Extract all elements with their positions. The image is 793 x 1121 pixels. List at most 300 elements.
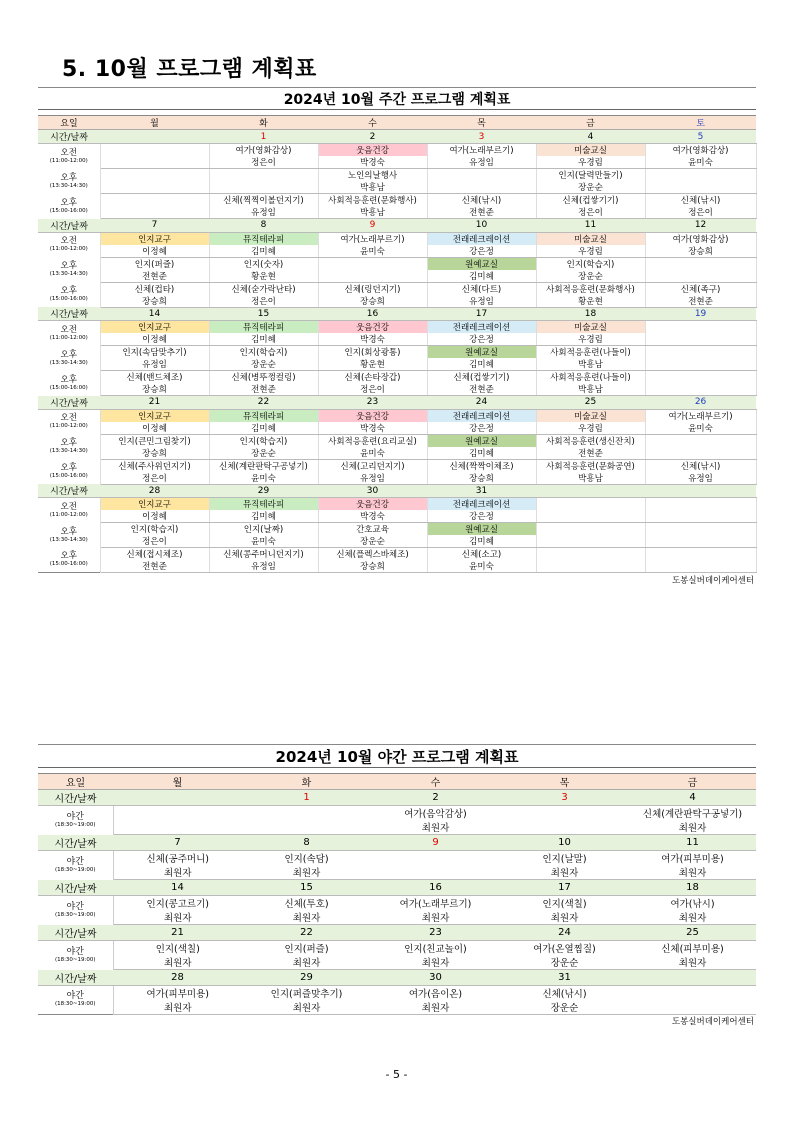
time-slot-hours: (11:00-12:00) [49,511,88,518]
program-cell: 미술교실 [536,232,645,245]
program-cell: 신체(소고) [427,548,536,561]
program-cell: 신체(플렉스바체조) [318,548,427,561]
program-cell: 신체(컵타) [100,282,209,295]
staff-cell [645,510,756,523]
time-slot-name: 오후 [60,438,77,448]
table-footer-row [38,1014,756,1028]
program-cell: 사회적응훈련(생신잔치) [536,434,645,447]
time-slot-label [38,434,100,459]
date-cell [645,484,756,498]
date-row-label: 시간/날짜 [38,219,100,233]
program-cell: 미술교실 [536,144,645,157]
program-row [38,434,756,447]
program-cell [645,371,756,384]
program-cell: 여가(노래부르기) [645,409,756,422]
program-cell: 여가(피부미용) [661,853,724,865]
staff-cell: 우경림 [536,245,645,258]
staff-cell: 전현준 [100,560,209,573]
program-cell [645,169,756,182]
program-cell: 신체(족구) [645,282,756,295]
program-cell: 여가(영화감상) [209,144,318,157]
staff-row [38,383,756,396]
time-slot-label [38,144,100,169]
program-cell [209,169,318,182]
staff-cell: 장승희 [100,383,209,396]
time-slot-label [38,895,113,924]
program-cell [427,169,536,182]
program-cell: 신체(계란판탁구공넣기) [642,809,743,821]
staff-cell: 정은이 [209,295,318,308]
time-slot-name: 오전 [60,236,77,247]
staff-cell: 최원자 [629,910,756,925]
program-cell: 신체(주사위던지기) [100,459,209,472]
date-cell: 11 [536,219,645,233]
date-cell: 28 [113,970,242,986]
staff-cell: 황운현 [318,358,427,371]
staff-cell: 박흥남 [536,383,645,396]
weekday-header: 화 [209,116,318,130]
staff-cell: 최원자 [629,955,756,970]
program-cell: 여가(온열찜질) [533,943,596,955]
program-cell: 신체(컵쌓기기) [536,194,645,207]
program-cell [536,523,645,536]
program-cell: 사회적응훈련(나들이) [536,371,645,384]
staff-cell: 유정임 [209,206,318,219]
weekday-header: 월 [113,774,242,790]
time-slot-label [38,523,100,548]
staff-cell: 최원자 [242,955,371,970]
weekday-header-label: 요일 [38,774,113,790]
program-cell: 신체(컵쌓기기) [427,371,536,384]
program-cell: 인지(퍼즐) [100,257,209,270]
staff-cell: 윤미숙 [427,560,536,573]
time-slot-name: 오후 [60,463,77,473]
date-cell: 10 [500,835,629,851]
staff-cell: 이정혜 [100,510,209,523]
weekly-program-table [38,87,757,586]
time-slot-label [38,194,100,219]
time-slot-name: 오전 [60,147,77,158]
program-cell [113,806,242,821]
program-cell: 노인의날행사 [318,169,427,182]
staff-cell: 최원자 [629,820,756,835]
staff-cell: 박경숙 [318,156,427,169]
time-slot-name: 오전 [60,501,77,512]
staff-cell: 박경숙 [318,422,427,435]
program-cell: 인지(날말) [542,853,587,865]
program-cell: 인지교구 [100,232,209,245]
time-slot-hours: (15:00-16:00) [49,296,88,302]
staff-row [38,955,756,970]
program-cell: 신체(밴드체조) [100,371,209,384]
program-cell: 여가(영화감상) [645,232,756,245]
program-cell: 전래레크레이션 [427,409,536,422]
date-cell: 31 [500,970,629,986]
time-slot-name: 오전 [60,413,77,424]
time-slot-label [38,806,113,835]
staff-row [38,358,756,371]
page-heading: 5. 10월 프로그램 계획표 [62,57,317,82]
staff-cell: 최원자 [113,1000,242,1015]
staff-cell: 김미혜 [427,535,536,548]
date-cell: 19 [645,307,756,321]
program-cell: 신체(링던지기) [318,282,427,295]
date-row-label: 시간/날짜 [38,880,113,896]
date-cell: 14 [100,307,209,321]
staff-cell: 장승희 [318,560,427,573]
weekday-header-label: 요일 [38,116,100,130]
program-cell: 여가(노래부르기) [399,898,472,910]
table-title: 2024년 10월 주간 프로그램 계획표 [38,88,756,110]
time-slot-name: 오후 [60,172,77,183]
date-cell [100,130,209,144]
staff-cell [427,181,536,194]
date-row [38,484,756,498]
program-cell: 신체(낚시) [645,194,756,207]
date-cell: 23 [371,925,500,941]
staff-cell: 강은정 [427,245,536,258]
staff-cell [100,206,209,219]
program-cell: 원예교실 [427,434,536,447]
program-row [38,850,756,865]
date-cell: 29 [209,484,318,498]
staff-cell: 강은정 [427,422,536,435]
date-cell: 16 [318,307,427,321]
program-row [38,409,756,422]
time-slot-hours: (18:30~19:00) [54,911,96,918]
date-cell: 9 [371,835,500,851]
staff-cell: 정은이 [209,156,318,169]
program-cell: 인지(숫자) [209,257,318,270]
staff-cell: 장승희 [318,295,427,308]
staff-cell [645,560,756,573]
staff-cell: 최원자 [500,910,629,925]
staff-cell: 김미혜 [427,270,536,283]
program-cell: 인지교구 [100,498,209,511]
staff-cell: 이정혜 [100,333,209,346]
program-cell: 사회적응훈련(나들이) [536,346,645,359]
date-cell [113,790,242,806]
date-row [38,880,756,896]
program-row [38,985,756,1000]
program-cell: 여가(음악감상) [404,809,467,821]
program-cell [536,548,645,561]
staff-cell: 정은이 [536,206,645,219]
staff-row [38,510,756,523]
time-slot-label [38,850,113,879]
staff-cell [645,447,756,460]
program-cell: 신체(투호) [284,898,329,910]
staff-cell: 우경림 [536,422,645,435]
staff-cell [100,181,209,194]
time-slot-label [38,169,100,194]
date-row [38,396,756,410]
program-cell [645,523,756,536]
staff-cell [100,156,209,169]
weekday-header: 토 [645,116,756,130]
staff-cell: 장운순 [536,270,645,283]
program-row [38,940,756,955]
program-row [38,548,756,561]
staff-cell: 박흥남 [318,181,427,194]
staff-row [38,865,756,880]
program-cell: 여가(음이온) [408,988,463,1000]
staff-cell: 최원자 [371,910,500,925]
time-slot-hours: (15:00-16:00) [49,207,88,214]
staff-cell: 유정임 [100,358,209,371]
staff-cell: 장승희 [100,447,209,460]
weekday-header-row [38,774,756,790]
staff-row [38,295,756,308]
staff-cell: 최원자 [242,865,371,880]
staff-cell [645,383,756,396]
date-row [38,790,756,806]
staff-cell: 박흥남 [536,472,645,485]
date-cell: 1 [209,130,318,144]
program-row [38,459,756,472]
date-cell: 31 [427,484,536,498]
date-cell: 24 [427,396,536,410]
date-cell: 8 [209,219,318,233]
date-cell: 7 [113,835,242,851]
staff-cell: 우경림 [536,333,645,346]
table-title-row [38,88,756,110]
date-row-label: 시간/날짜 [38,130,100,144]
program-cell: 전래레크레이션 [427,321,536,334]
program-cell [645,434,756,447]
date-cell: 4 [629,790,756,806]
program-cell [629,985,756,1000]
staff-cell: 최원자 [371,955,500,970]
program-cell: 인지(학습지) [209,346,318,359]
time-slot-name: 야간 [66,811,84,822]
staff-cell [645,535,756,548]
time-slot-label [38,371,100,396]
date-cell: 15 [242,880,371,896]
staff-cell: 박흥남 [318,206,427,219]
time-slot-label [38,548,100,573]
program-row [38,498,756,511]
program-cell [645,321,756,334]
staff-row [38,560,756,573]
date-cell: 30 [318,484,427,498]
program-cell: 인지(달력만들기) [536,169,645,182]
staff-cell [209,181,318,194]
weekday-header: 금 [536,116,645,130]
staff-cell: 윤미숙 [645,156,756,169]
staff-cell: 최원자 [113,865,242,880]
time-slot-name: 오후 [60,551,77,562]
staff-cell: 윤미숙 [209,472,318,485]
program-cell: 웃음건강 [318,498,427,511]
center-name: 도봉실버데이케어센터 [38,573,756,587]
staff-row [38,447,756,460]
staff-row [38,206,756,219]
date-cell: 2 [318,130,427,144]
date-cell: 21 [113,925,242,941]
program-cell: 웃음건강 [318,409,427,422]
staff-cell: 윤미숙 [209,535,318,548]
time-slot-name: 야간 [66,991,84,1002]
program-row [38,194,756,207]
date-row [38,970,756,986]
time-slot-label [38,321,100,346]
staff-cell: 우경림 [536,156,645,169]
staff-cell: 장운순 [209,358,318,371]
program-cell: 인지(회상광통) [318,346,427,359]
program-cell: 인지(학습지) [209,434,318,447]
date-cell: 11 [629,835,756,851]
staff-cell: 이정혜 [100,422,209,435]
program-cell: 여가(영화감상) [645,144,756,157]
program-cell [645,548,756,561]
staff-cell: 김미혜 [427,447,536,460]
staff-cell [536,560,645,573]
staff-cell [629,1000,756,1015]
staff-cell [371,865,500,880]
program-cell: 사회적응훈련(요리교실) [318,434,427,447]
date-row [38,925,756,941]
program-cell: 전래레크레이션 [427,498,536,511]
time-slot-name: 야간 [66,901,84,912]
weekday-header: 목 [427,116,536,130]
program-cell [242,806,371,821]
staff-cell: 유정임 [427,156,536,169]
staff-cell: 유정임 [427,295,536,308]
staff-cell: 황운현 [209,270,318,283]
date-cell: 21 [100,396,209,410]
staff-cell: 전현준 [645,295,756,308]
staff-cell [318,270,427,283]
staff-cell: 김미혜 [209,422,318,435]
staff-cell: 최원자 [113,955,242,970]
program-row [38,257,756,270]
time-slot-hours: (13:30-14:30) [49,536,88,543]
program-cell: 원예교실 [427,523,536,536]
weekday-header: 금 [629,774,756,790]
date-cell: 17 [427,307,536,321]
date-row-label: 시간/날짜 [38,835,113,851]
center-name: 도봉실버데이케어센터 [38,1014,756,1028]
program-cell: 신체(찍찍이볼던지기) [209,194,318,207]
program-cell [100,194,209,207]
date-cell: 29 [242,970,371,986]
staff-cell: 이정혜 [100,245,209,258]
staff-row [38,472,756,485]
date-cell: 12 [645,219,756,233]
date-row-label: 시간/날짜 [38,790,113,806]
staff-cell: 유정임 [645,472,756,485]
weekday-header: 월 [100,116,209,130]
weekday-header-row [38,116,756,130]
date-cell: 30 [371,970,500,986]
date-cell: 28 [100,484,209,498]
date-row [38,835,756,851]
weekday-header: 수 [371,774,500,790]
program-cell: 웃음건강 [318,321,427,334]
time-slot-hours: (15:00-16:00) [49,561,88,568]
date-cell: 3 [500,790,629,806]
time-slot-hours: (13:30-14:30) [49,359,88,366]
date-row [38,307,756,321]
staff-row [38,270,756,283]
time-slot-hours: (18:30~19:00) [54,1001,96,1008]
program-cell: 사회적응훈련(문화행사) [318,194,427,207]
date-cell: 22 [242,925,371,941]
staff-cell [645,358,756,371]
time-slot-label [38,459,100,484]
staff-cell: 박흥남 [536,358,645,371]
program-cell: 원예교실 [427,257,536,270]
program-cell: 인지교구 [100,321,209,334]
date-cell [629,970,756,986]
date-row-label: 시간/날짜 [38,484,100,498]
staff-cell: 최원자 [242,1000,371,1015]
time-slot-hours: (11:00-12:00) [49,423,88,430]
program-row [38,895,756,910]
program-cell: 사회적응훈련(문화공연) [536,459,645,472]
staff-cell: 전현준 [536,447,645,460]
program-cell: 간호교육 [318,523,427,536]
program-cell: 인지(속담) [284,853,329,865]
program-cell: 웃음건강 [318,144,427,157]
staff-cell: 강은정 [427,510,536,523]
date-row-label: 시간/날짜 [38,396,100,410]
time-slot-name: 오후 [60,349,77,360]
time-slot-hours: (15:00-16:00) [49,384,88,391]
program-cell: 여가(노래부르기) [427,144,536,157]
program-cell: 신체(고리던지기) [318,459,427,472]
program-cell: 인지(큰민그림찾기) [100,434,209,447]
date-cell: 24 [500,925,629,941]
time-slot-name: 오후 [60,526,77,537]
time-slot-label [38,940,113,969]
staff-cell: 최원자 [371,1000,500,1015]
staff-cell: 박경숙 [318,510,427,523]
program-cell: 신체(공주머니) [146,853,209,865]
staff-cell: 장승희 [645,245,756,258]
program-cell: 원예교실 [427,346,536,359]
program-cell: 신체(피부미용) [661,943,724,955]
program-row [38,144,756,157]
program-cell: 미술교실 [536,321,645,334]
program-cell: 전래레크레이션 [427,232,536,245]
date-row [38,130,756,144]
staff-cell: 황운현 [536,295,645,308]
night-program-table [38,744,756,1028]
staff-cell: 정은이 [645,206,756,219]
time-slot-hours: (18:30~19:00) [54,866,96,873]
staff-row [38,333,756,346]
program-cell: 여가(노래부르기) [318,232,427,245]
time-slot-name: 야간 [66,946,84,957]
program-cell: 신체(손타장갑) [318,371,427,384]
staff-cell: 전현준 [427,383,536,396]
program-cell: 신체(낚시) [645,459,756,472]
staff-cell: 윤미숙 [318,245,427,258]
time-slot-hours: (11:00-12:00) [49,157,88,164]
program-cell: 인지교구 [100,409,209,422]
staff-cell: 김미혜 [209,333,318,346]
staff-cell: 유정임 [209,560,318,573]
program-row [38,232,756,245]
staff-row [38,820,756,835]
staff-cell [645,270,756,283]
program-cell: 뮤직테라피 [209,321,318,334]
staff-cell: 최원자 [242,910,371,925]
date-cell: 18 [629,880,756,896]
date-cell: 22 [209,396,318,410]
